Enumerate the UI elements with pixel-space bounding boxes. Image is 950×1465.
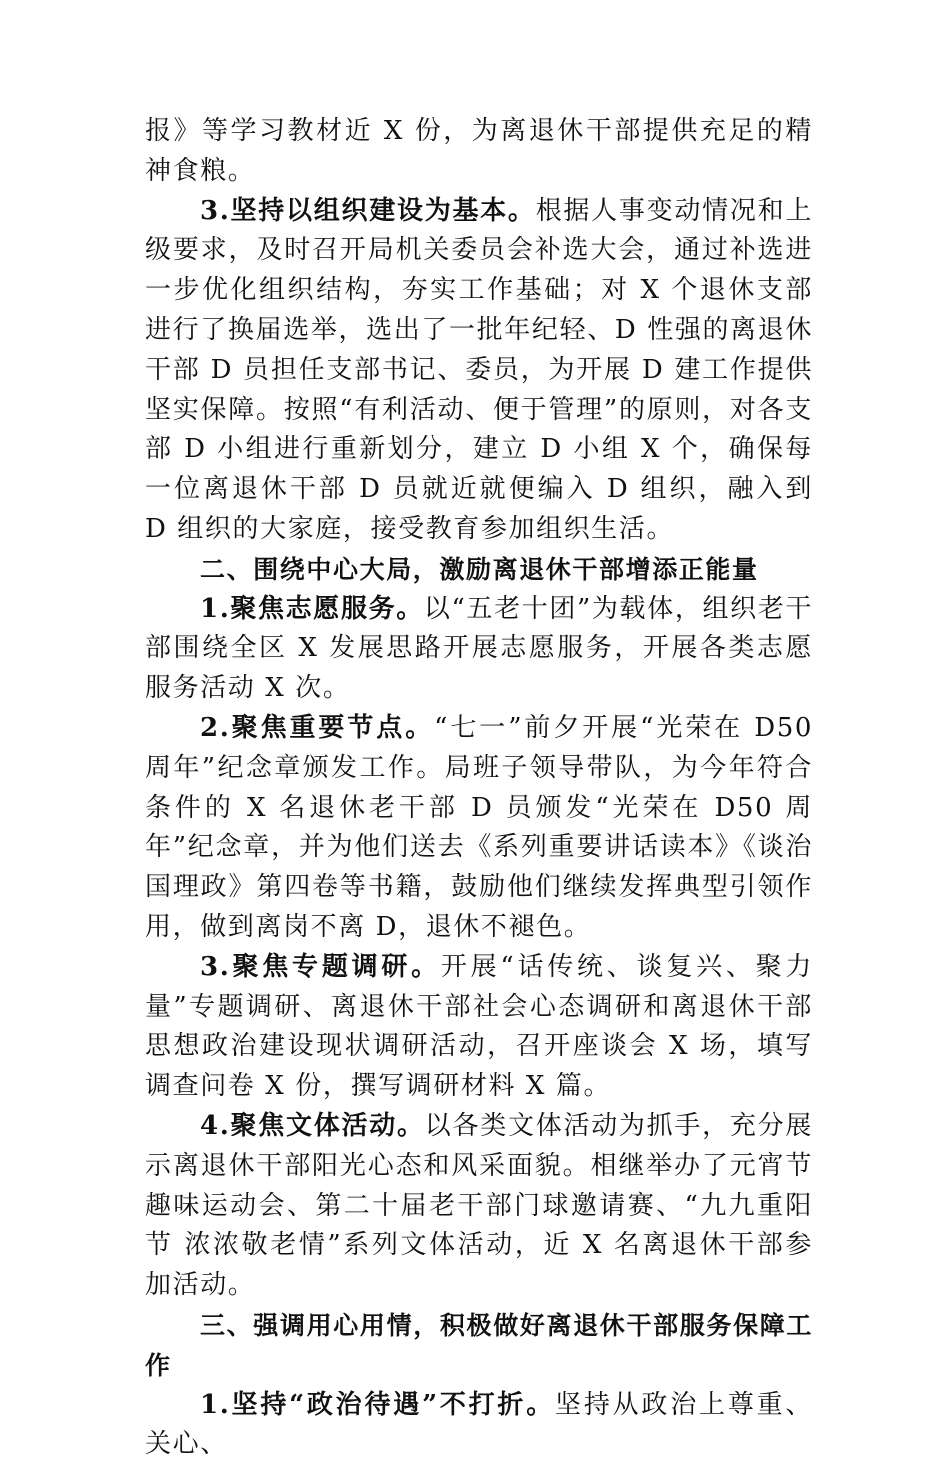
document-body (145, 112, 813, 1465)
paragraph-lead: 2.聚焦重要节点。 (200, 713, 434, 743)
paragraph-text: 开展“话传统、谈复兴、聚力量”专题调研、离退休干部社会心态调研和离退休干部思想政治建设现状调研活动，召开座谈会 X 场，填写调查问卷 X 份，撰写调研材料 X 篇。 (145, 952, 813, 1101)
paragraph-lead: 4.聚焦文体活动。 (200, 1111, 425, 1141)
paragraph-text: “七一”前夕开展“光荣在 D50 周年”纪念章颁发工作。局班子领导带队，为今年符合条件的 X 名退休老干部 D 员颁发“光荣在 D50 周年”纪念章，并为他们送去《系列重要讲话读本》《谈治国理政》第四卷等书籍，鼓励他们继续发挥典型引领作用，做到离岗不离 D，退休不褪色。 (145, 713, 813, 942)
paragraph-text: 以各类文体活动为抓手，充分展示离退休干部阳光心态和风采面貌。相继举办了元宵节趣味运动会、第二十届老干部门球邀请赛、“九九重阳节 浓浓敬老情”系列文体活动，近 X 名离退休干部参加活动。 (145, 1111, 813, 1300)
paragraph-continuation (145, 112, 813, 192)
paragraph-organization (145, 192, 813, 550)
paragraph-lead: 1.坚持“政治待遇”不打折。 (200, 1390, 555, 1420)
section-heading-3: 三、强调用心用情，积极做好离退休干部服务保障工作 (145, 1306, 813, 1386)
paragraph-research (145, 948, 813, 1107)
paragraph-key-dates (145, 709, 813, 948)
paragraph-text: 根据人事变动情况和上级要求，及时召开局机关委员会补选大会，通过补选进一步优化组织结构，夯实工作基础；对 X 个退休支部进行了换届选举，选出了一批年纪轻、D 性强的离退休干部 D 员担任支部书记、委员，为开展 D 建工作提供坚实保障。按照“有利活动、便于管理”的原则，对各支部 D 小组进行重新划分，建立 D 小组 X 个，确保每一位离退休干部 D 员就近就便编入 D 组织，融入到 D 组织的大家庭，接受教育参加组织生活。 (145, 196, 813, 544)
paragraph-political-treatment (145, 1386, 813, 1465)
paragraph-lead: 1.聚焦志愿服务。 (200, 594, 424, 624)
paragraph-text: 报》等学习教材近 X 份，为离退休干部提供充足的精神食粮。 (145, 116, 813, 186)
paragraph-culture-sports (145, 1107, 813, 1306)
paragraph-text: 以“五老十团”为载体，组织老干部围绕全区 X 发展思路开展志愿服务，开展各类志愿服务活动 X 次。 (145, 594, 813, 704)
paragraph-volunteer (145, 590, 813, 709)
paragraph-lead: 3.聚焦专题调研。 (200, 952, 441, 982)
section-heading-2: 二、围绕中心大局，激励离退休干部增添正能量 (145, 550, 813, 590)
paragraph-text: 坚持从政治上尊重、关心、 (145, 1390, 813, 1460)
paragraph-lead: 3.坚持以组织建设为基本。 (200, 196, 536, 226)
